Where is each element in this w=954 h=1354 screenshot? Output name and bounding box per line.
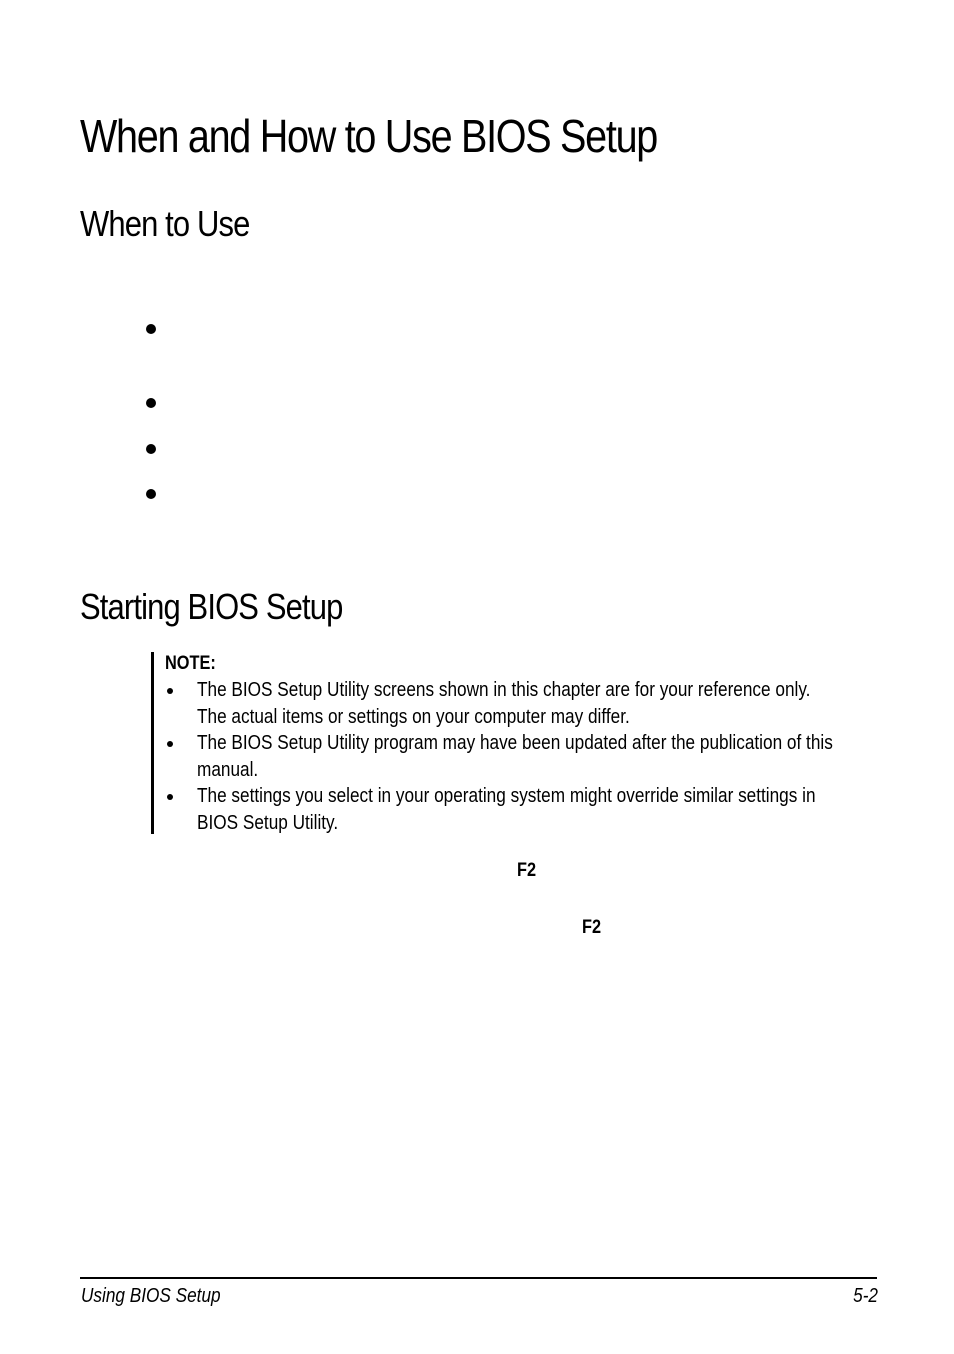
note-item-2-line-2: manual. (197, 758, 259, 781)
key-label-f2: F2 (582, 917, 602, 938)
note-item-2 (197, 730, 876, 783)
note-item-1 (197, 677, 876, 730)
note-item-3-line-2: BIOS Setup Utility. (197, 811, 339, 834)
note-item-1-line-1: The BIOS Setup Utility screens shown in this chapter are for your reference only. (197, 679, 811, 701)
note-bullet-icon (167, 688, 173, 694)
note-bullet-icon (167, 794, 173, 800)
footer-page-number: 5-2 (853, 1285, 878, 1307)
note-bullet-icon (167, 741, 173, 747)
page-title: When and How to Use BIOS Setup (80, 110, 657, 162)
section-heading-when-to-use: When to Use (80, 203, 250, 244)
note-item-3-line-1: The settings you select in your operating system might override similar settings in (197, 785, 816, 807)
bullet-dot-icon (146, 489, 156, 499)
bullet-dot-icon (146, 324, 156, 334)
footer-divider (80, 1277, 877, 1279)
note-item-3 (197, 783, 876, 836)
bullet-dot-icon (146, 398, 156, 408)
note-item-2-line-1: The BIOS Setup Utility program may have been updated after the publication of this (197, 732, 833, 754)
section-heading-starting-bios-setup: Starting BIOS Setup (80, 586, 343, 627)
note-item-1-line-2: The actual items or settings on your computer may differ. (197, 705, 630, 728)
key-label-f2: F2 (517, 860, 537, 881)
bullet-dot-icon (146, 444, 156, 454)
footer-chapter-title: Using BIOS Setup (81, 1285, 221, 1307)
note-label: NOTE: (165, 653, 216, 674)
